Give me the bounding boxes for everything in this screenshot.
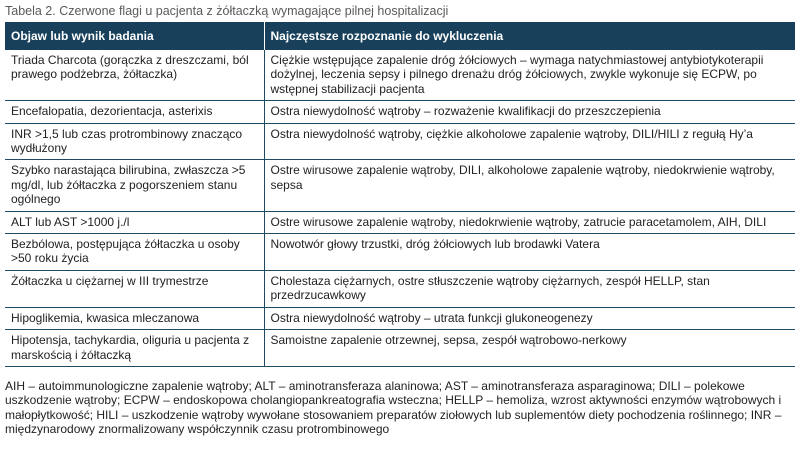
cell-symptom: Triada Charcota (gorączka z dreszczami, ból prawego podżebrza, żółtaczka) [5, 50, 264, 101]
table-caption: Tabela 2. Czerwone flagi u pacjenta z żółtaczką wymagające pilnej hospitalizacji [5, 4, 449, 18]
cell-symptom: ALT lub AST >1000 j./l [5, 211, 264, 233]
cell-diagnosis: Ostre wirusowe zapalenie wątroby, niedokrwienie wątroby, zatrucie paracetamolem, AIH, DILI [264, 211, 795, 233]
abbreviations-footnote: AIH – autoimmunologiczne zapalenie wątroby; ALT – aminotransferaza alaninowa; AST – aminotransferaza asparaginowa; DILI – polekowe uszkodzenie wątroby; ECPW – endoskopowa cholangiopankreatografia wsteczna; HELLP – hemoliza, wzrost aktywności enzymów wątrobowych i małopłytkowość; HILI – uszkodzenie wątroby wywołane stosowaniem preparatów ziołowych lub suplementów diety pochodzenia roślinnego; INR – międzynarodowy znormalizowany współczynnik czasu protrombinowego [5, 378, 782, 437]
table-row [5, 160, 795, 211]
header-symptom: Objaw lub wynik badania [5, 22, 264, 50]
cell-symptom: Hipotensja, tachykardia, oliguria u pacjenta z marskością i żółtaczką [5, 330, 264, 367]
cell-symptom: Encefalopatia, dezorientacja, asterixis [5, 101, 264, 123]
table-header-row [5, 22, 795, 50]
cell-diagnosis: Ciężkie wstępujące zapalenie dróg żółciowych – wymaga natychmiastowej antybiotykoterapii dożylnej, leczenia sepsy i pilnego drenażu dróg żółciowych, zwykle wykonuje się ECPW, po wstępnej stabilizacji pacjenta [264, 50, 795, 101]
table-row [5, 307, 795, 329]
table-row [5, 101, 795, 123]
cell-symptom: Bezbólowa, postępująca żółtaczka u osoby >50 roku życia [5, 234, 264, 271]
table-row [5, 123, 795, 160]
table-row [5, 270, 795, 307]
header-diagnosis: Najczęstsze rozpoznanie do wykluczenia [264, 22, 795, 50]
cell-symptom: Hipoglikemia, kwasica mleczanowa [5, 307, 264, 329]
table-row [5, 50, 795, 101]
table-row [5, 211, 795, 233]
cell-symptom: Żółtaczka u ciężarnej w III trymestrze [5, 270, 264, 307]
cell-diagnosis: Ostra niewydolność wątroby, ciężkie alkoholowe zapalenie wątroby, DILI/HILI z regułą Hy’a [264, 123, 795, 160]
cell-symptom: INR >1,5 lub czas protrombinowy znacząco wydłużony [5, 123, 264, 160]
cell-diagnosis: Ostra niewydolność wątroby – rozważenie kwalifikacji do przeszczepienia [264, 101, 795, 123]
cell-diagnosis: Ostre wirusowe zapalenie wątroby, DILI, alkoholowe zapalenie wątroby, niedokrwienie wątroby, sepsa [264, 160, 795, 211]
table-row [5, 234, 795, 271]
cell-symptom: Szybko narastająca bilirubina, zwłaszcza >5 mg/dl, lub żółtaczka z pogorszeniem stanu ogólnego [5, 160, 264, 211]
cell-diagnosis: Nowotwór głowy trzustki, dróg żółciowych lub brodawki Vatera [264, 234, 795, 271]
cell-diagnosis: Cholestaza ciężarnych, ostre stłuszczenie wątroby ciężarnych, zespół HELLP, stan przedrzucawkowy [264, 270, 795, 307]
red-flags-table [5, 22, 795, 367]
cell-diagnosis: Samoistne zapalenie otrzewnej, sepsa, zespół wątrobowo-nerkowy [264, 330, 795, 367]
cell-diagnosis: Ostra niewydolność wątroby – utrata funkcji glukoneogenezy [264, 307, 795, 329]
table-row [5, 330, 795, 367]
